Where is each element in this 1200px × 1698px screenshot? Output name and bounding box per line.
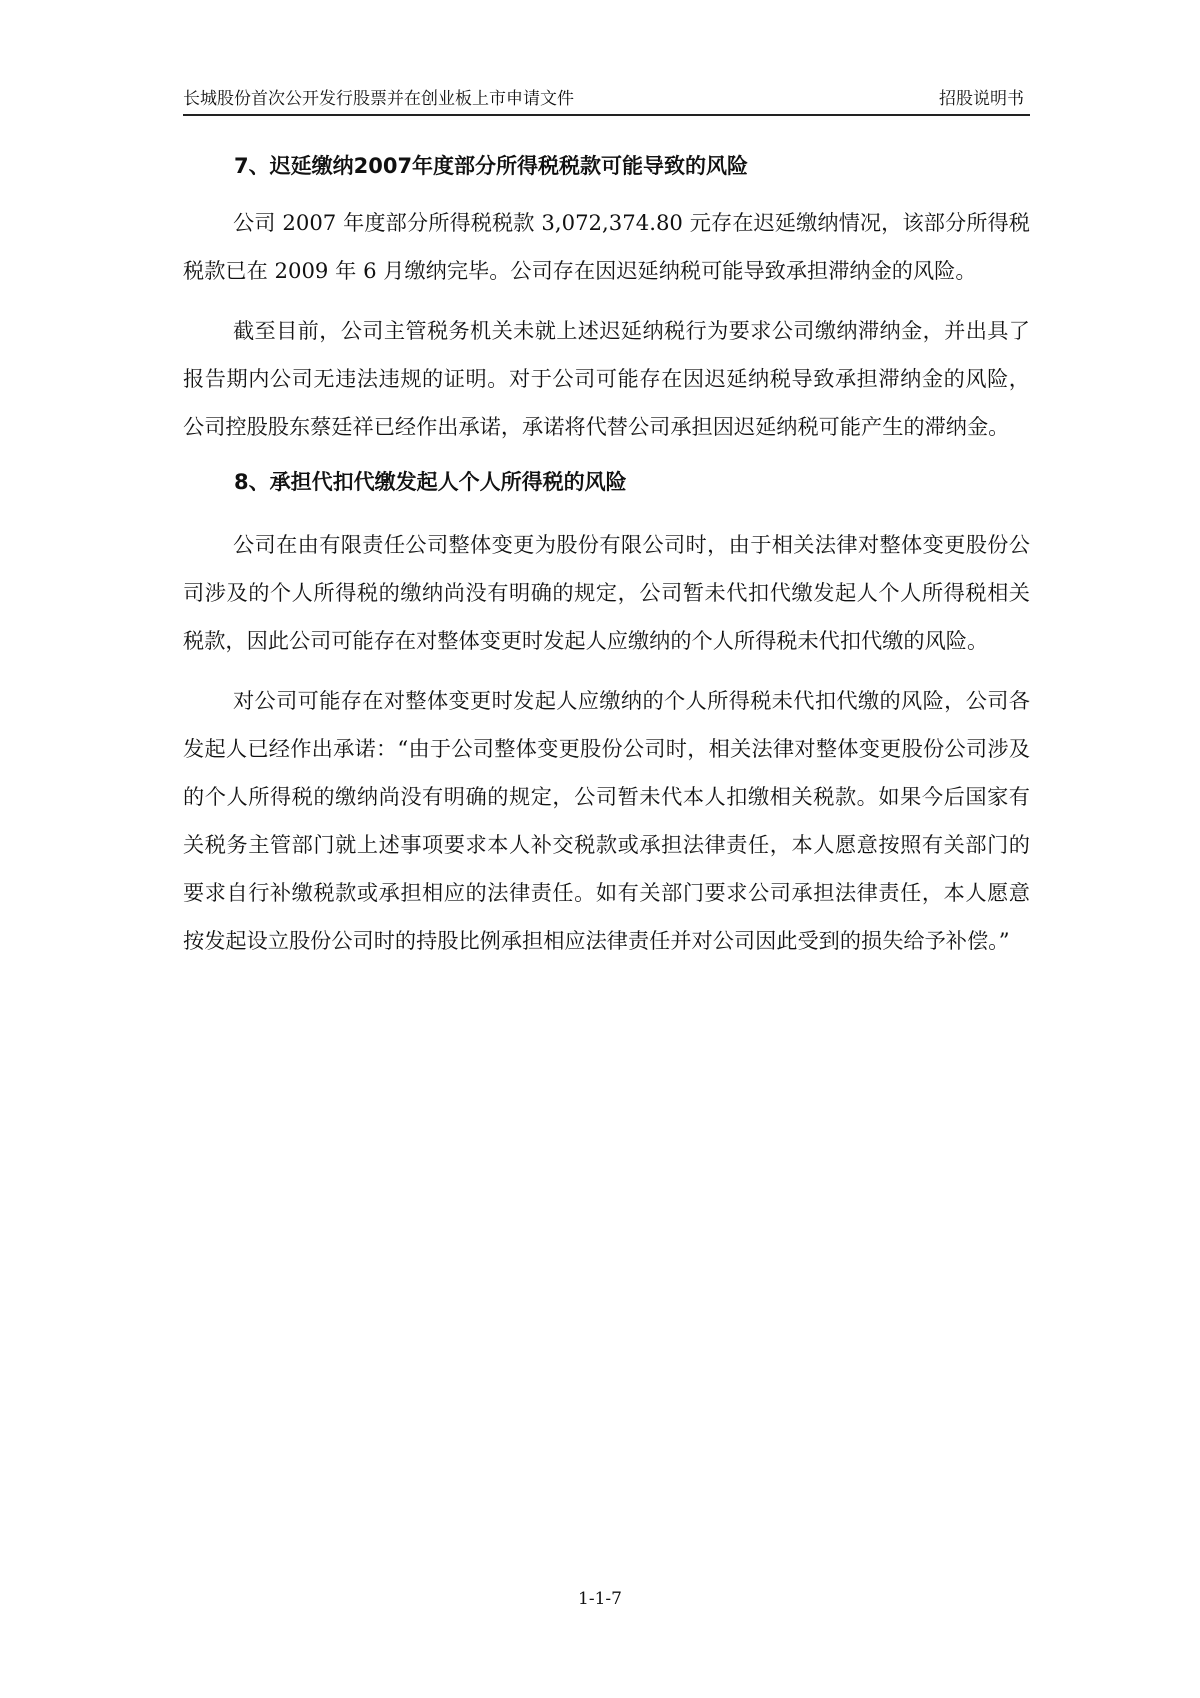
section-heading-7: 7、迟延缴纳2007年度部分所得税税款可能导致的风险: [234, 154, 749, 178]
page-body: [183, 151, 1030, 965]
section-heading-8: 8、承担代扣代缴发起人个人所得税的风险: [234, 470, 627, 494]
header-document-title: 长城股份首次公开发行股票并在创业板上市申请文件: [183, 89, 574, 109]
header-divider: [183, 114, 1030, 116]
section-8-paragraph-1: 公司在由有限责任公司整体变更为股份有限公司时，由于相关法律对整体变更股份公司涉及的个人所得税的缴纳尚没有明确的规定，公司暂未代扣代缴发起人个人所得税相关税款，因此公司可能存在对整体变更时发起人应缴纳的个人所得税未代扣代缴的风险。: [183, 532, 1030, 653]
section-7-paragraph-1: 公司 2007 年度部分所得税税款 3,072,374.80 元存在迟延缴纳情况，该部分所得税税款已在 2009 年 6 月缴纳完毕。公司存在因迟延纳税可能导致承担滞纳金的风险。: [183, 210, 1030, 283]
page-number: 1-1-7: [578, 1589, 622, 1609]
section-8-paragraph-2: 对公司可能存在对整体变更时发起人应缴纳的个人所得税未代扣代缴的风险，公司各发起人已经作出承诺：“由于公司整体变更股份公司时，相关法律对整体变更股份公司涉及的个人所得税的缴纳尚没有明确的规定，公司暂未代本人扣缴相关税款。如果今后国家有关税务主管部门就上述事项要求本人补交税款或承担法律责任，本人愿意按照有关部门的要求自行补缴税款或承担相应的法律责任。如有关部门要求公司承担法律责任，本人愿意按发起设立股份公司时的持股比例承担相应法律责任并对公司因此受到的损失给予补偿。”: [183, 688, 1030, 953]
header-document-type: 招股说明书: [939, 89, 1024, 109]
page-header: [183, 86, 1030, 112]
section-7-paragraph-2: 截至目前，公司主管税务机关未就上述迟延纳税行为要求公司缴纳滞纳金，并出具了报告期内公司无违法违规的证明。对于公司可能存在因迟延纳税导致承担滞纳金的风险，公司控股股东蔡廷祥已经作出承诺，承诺将代替公司承担因迟延纳税可能产生的滞纳金。: [183, 318, 1030, 439]
